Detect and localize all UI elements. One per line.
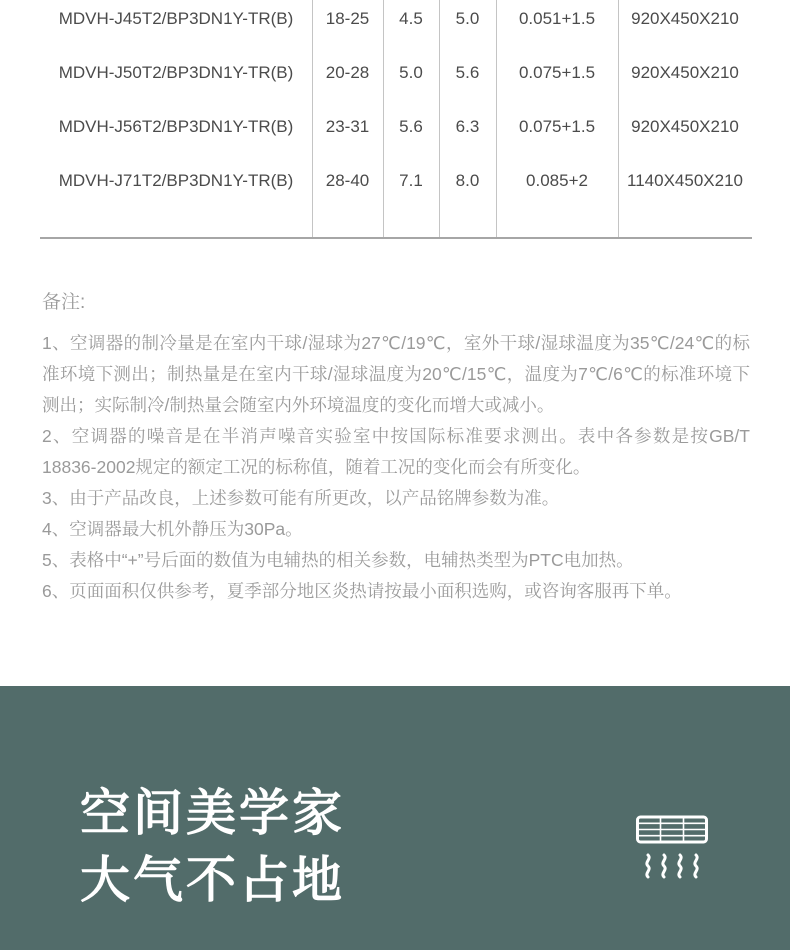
table-cell: 20-28 [325,63,370,82]
table-row [40,46,752,100]
table-cell: 0.085+2 [526,171,588,190]
note-item: 6、页面面积仅供参考，夏季部分地区炎热请按最小面积选购，或咨询客服再下单。 [42,581,682,601]
notes-section [42,292,750,607]
table-row [40,154,752,208]
banner-title-line1: 空间美学家 [80,785,345,841]
table-cell: 920X450X210 [631,117,739,136]
spec-table-rows [40,0,752,208]
note-item: 4、空调器最大机外静压为30Pa。 [42,519,303,539]
table-cell: 18-25 [325,9,370,28]
table-cell: 7.1 [399,171,423,190]
table-cell: MDVH-J71T2/BP3DN1Y-TR(B) [58,171,294,190]
table-cell: 5.6 [455,63,480,82]
table-cell: 5.6 [399,117,423,136]
note-item: 3、由于产品改良，上述参数可能有所更改，以产品铭牌参数为准。 [42,488,560,508]
table-column-divider [618,0,619,238]
table-cell: 0.075+1.5 [518,63,596,82]
table-cell: 0.051+1.5 [518,9,596,28]
table-row [40,100,752,154]
note-item: 5、表格中“+”号后面的数值为电辅热的相关参数，电辅热类型为PTC电加热。 [42,550,634,570]
table-cell: 28-40 [325,171,370,190]
table-row [40,0,752,46]
table-cell: 920X450X210 [631,9,739,28]
table-cell: 4.5 [399,9,423,28]
table-cell: MDVH-J45T2/BP3DN1Y-TR(B) [58,9,294,28]
table-column-divider [312,0,313,238]
notes-list [42,328,750,607]
banner [0,686,790,950]
table-column-divider [496,0,497,238]
table-cell: 920X450X210 [631,63,739,82]
spec-table [40,0,752,239]
table-cell: 5.0 [455,9,480,28]
notes-heading: 备注: [42,292,86,313]
table-column-divider [439,0,440,238]
table-cell: 1140X450X210 [627,171,743,190]
table-cell: 23-31 [325,117,370,136]
banner-title-line2: 大气不占地 [80,852,345,908]
table-cell: MDVH-J56T2/BP3DN1Y-TR(B) [58,117,294,136]
air-conditioner-icon [634,815,710,881]
table-cell: 0.075+1.5 [518,117,596,136]
banner-title [80,780,345,914]
table-cell: 6.3 [455,117,480,136]
table-cell: 5.0 [399,63,423,82]
table-cell: MDVH-J50T2/BP3DN1Y-TR(B) [58,63,294,82]
note-item: 1、空调器的制冷量是在室内干球/湿球为27℃/19℃，室外干球/湿球温度为35℃/24℃的标准环境下测出；制热量是在室内干球/湿球温度为20℃/15℃，温度为7℃/6℃的标准环境下测出；实际制冷/制热量会随室内外环境温度的变化而增大或减小。 [42,333,750,415]
table-cell: 8.0 [455,171,480,190]
table-column-divider [383,0,384,238]
note-item: 2、空调器的噪音是在半消声噪音实验室中按国际标准要求测出。表中各参数是按GB/T 18836-2002规定的额定工况的标称值，随着工况的变化而会有所变化。 [42,426,750,477]
table-bottom-border [40,237,752,239]
